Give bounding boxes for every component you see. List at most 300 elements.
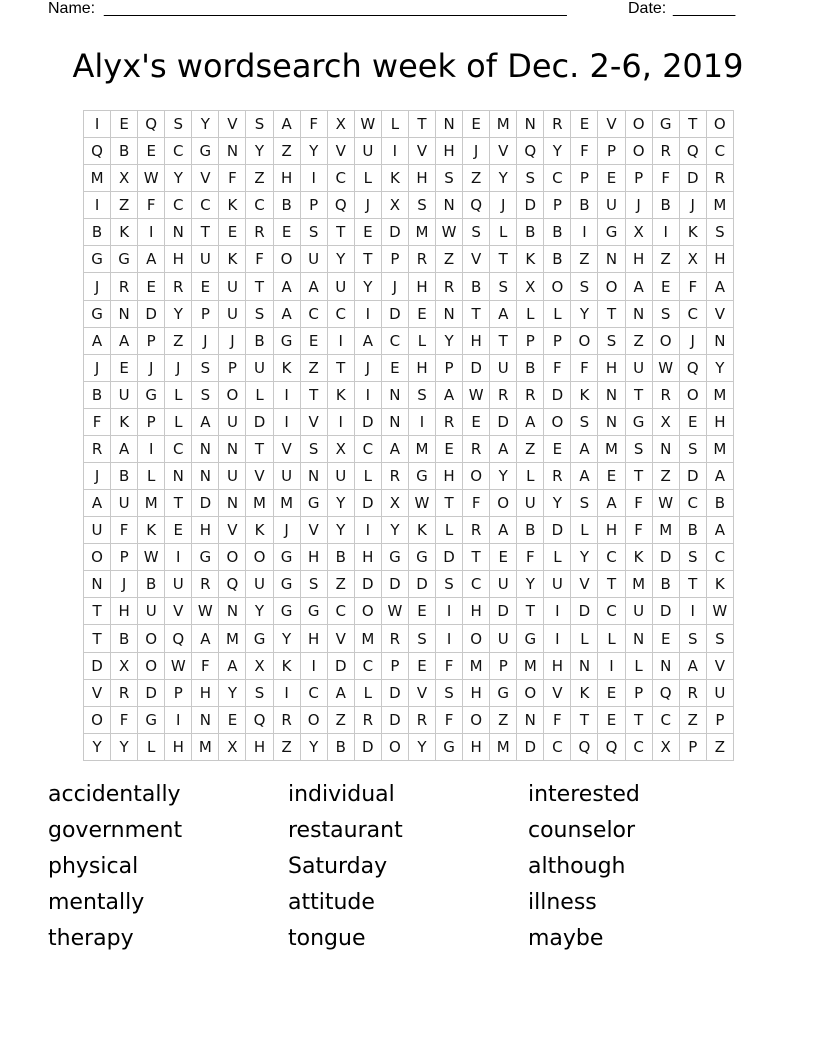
grid-cell[interactable]: P xyxy=(192,301,219,328)
grid-cell[interactable]: S xyxy=(490,273,517,300)
grid-cell[interactable]: Y xyxy=(246,138,273,165)
grid-cell[interactable]: S xyxy=(246,111,273,138)
grid-cell[interactable]: H xyxy=(301,544,328,571)
grid-cell[interactable]: A xyxy=(436,382,463,409)
grid-cell[interactable]: R xyxy=(436,273,463,300)
grid-cell[interactable]: A xyxy=(680,653,707,680)
grid-cell[interactable]: L xyxy=(571,625,598,652)
grid-cell[interactable]: Y xyxy=(355,273,382,300)
grid-cell[interactable]: U xyxy=(246,571,273,598)
grid-cell[interactable]: A xyxy=(598,490,625,517)
grid-cell[interactable]: O xyxy=(680,382,707,409)
grid-cell[interactable]: A xyxy=(328,680,355,707)
grid-cell[interactable]: X xyxy=(626,219,653,246)
grid-cell[interactable]: H xyxy=(165,734,192,761)
grid-cell[interactable]: E xyxy=(274,219,301,246)
grid-cell[interactable]: D xyxy=(409,571,436,598)
grid-cell[interactable]: S xyxy=(571,273,598,300)
grid-cell[interactable]: F xyxy=(138,192,165,219)
grid-cell[interactable]: F xyxy=(301,111,328,138)
grid-cell[interactable]: S xyxy=(301,436,328,463)
grid-cell[interactable]: V xyxy=(274,436,301,463)
grid-cell[interactable]: H xyxy=(409,165,436,192)
grid-cell[interactable]: U xyxy=(626,355,653,382)
grid-cell[interactable]: F xyxy=(436,653,463,680)
grid-cell[interactable]: T xyxy=(328,219,355,246)
grid-cell[interactable]: S xyxy=(571,409,598,436)
grid-cell[interactable]: L xyxy=(355,680,382,707)
grid-cell[interactable]: A xyxy=(84,328,111,355)
grid-cell[interactable]: E xyxy=(409,598,436,625)
grid-cell[interactable]: S xyxy=(409,192,436,219)
grid-cell[interactable]: U xyxy=(246,355,273,382)
grid-cell[interactable]: J xyxy=(626,192,653,219)
grid-cell[interactable]: W xyxy=(436,219,463,246)
grid-cell[interactable]: P xyxy=(219,355,246,382)
grid-cell[interactable]: L xyxy=(544,544,571,571)
grid-cell[interactable]: T xyxy=(626,463,653,490)
grid-cell[interactable]: Z xyxy=(626,328,653,355)
grid-cell[interactable]: W xyxy=(409,490,436,517)
grid-cell[interactable]: W xyxy=(707,598,734,625)
grid-cell[interactable]: F xyxy=(544,707,571,734)
grid-cell[interactable]: S xyxy=(246,301,273,328)
grid-cell[interactable]: O xyxy=(463,625,490,652)
grid-cell[interactable]: Y xyxy=(192,111,219,138)
grid-cell[interactable]: D xyxy=(517,192,544,219)
grid-cell[interactable]: K xyxy=(219,192,246,219)
grid-cell[interactable]: W xyxy=(653,490,680,517)
grid-cell[interactable]: R xyxy=(382,463,409,490)
grid-cell[interactable]: I xyxy=(436,625,463,652)
grid-cell[interactable]: I xyxy=(355,517,382,544)
grid-cell[interactable]: V xyxy=(301,409,328,436)
grid-cell[interactable]: T xyxy=(246,273,273,300)
grid-cell[interactable]: D xyxy=(246,409,273,436)
grid-cell[interactable]: M xyxy=(707,436,734,463)
grid-cell[interactable]: F xyxy=(192,653,219,680)
grid-cell[interactable]: B xyxy=(111,463,138,490)
grid-cell[interactable]: P xyxy=(490,653,517,680)
grid-cell[interactable]: Z xyxy=(707,734,734,761)
grid-cell[interactable]: F xyxy=(436,707,463,734)
grid-cell[interactable]: E xyxy=(544,436,571,463)
grid-cell[interactable]: K xyxy=(626,544,653,571)
grid-cell[interactable]: Z xyxy=(111,192,138,219)
grid-cell[interactable]: K xyxy=(111,219,138,246)
grid-cell[interactable]: V xyxy=(219,517,246,544)
grid-cell[interactable]: B xyxy=(111,138,138,165)
grid-cell[interactable]: X xyxy=(328,436,355,463)
grid-cell[interactable]: Y xyxy=(571,544,598,571)
grid-cell[interactable]: S xyxy=(571,490,598,517)
grid-cell[interactable]: S xyxy=(626,436,653,463)
grid-cell[interactable]: V xyxy=(707,653,734,680)
grid-cell[interactable]: Q xyxy=(680,138,707,165)
grid-cell[interactable]: I xyxy=(571,219,598,246)
grid-cell[interactable]: N xyxy=(436,111,463,138)
grid-cell[interactable]: W xyxy=(653,355,680,382)
grid-cell[interactable]: P xyxy=(436,355,463,382)
grid-cell[interactable]: D xyxy=(382,680,409,707)
grid-cell[interactable]: D xyxy=(571,598,598,625)
grid-cell[interactable]: D xyxy=(382,707,409,734)
date-blank-line[interactable]: _______ xyxy=(673,0,736,17)
grid-cell[interactable]: P xyxy=(382,653,409,680)
grid-cell[interactable]: J xyxy=(219,328,246,355)
grid-cell[interactable]: H xyxy=(246,734,273,761)
grid-cell[interactable]: K xyxy=(571,382,598,409)
grid-cell[interactable]: G xyxy=(84,246,111,273)
grid-cell[interactable]: X xyxy=(653,734,680,761)
grid-cell[interactable]: W xyxy=(382,598,409,625)
grid-cell[interactable]: S xyxy=(436,165,463,192)
grid-cell[interactable]: N xyxy=(192,707,219,734)
grid-cell[interactable]: N xyxy=(219,598,246,625)
grid-cell[interactable]: M xyxy=(490,734,517,761)
grid-cell[interactable]: U xyxy=(707,680,734,707)
grid-cell[interactable]: V xyxy=(165,598,192,625)
grid-cell[interactable]: H xyxy=(274,165,301,192)
grid-cell[interactable]: Y xyxy=(544,138,571,165)
grid-cell[interactable]: V xyxy=(219,111,246,138)
grid-cell[interactable]: V xyxy=(490,138,517,165)
grid-cell[interactable]: C xyxy=(165,138,192,165)
grid-cell[interactable]: U xyxy=(219,409,246,436)
grid-cell[interactable]: S xyxy=(463,219,490,246)
grid-cell[interactable]: P xyxy=(626,680,653,707)
grid-cell[interactable]: U xyxy=(490,571,517,598)
grid-cell[interactable]: G xyxy=(301,598,328,625)
grid-cell[interactable]: B xyxy=(517,517,544,544)
grid-cell[interactable]: A xyxy=(517,409,544,436)
grid-cell[interactable]: D xyxy=(544,517,571,544)
grid-cell[interactable]: H xyxy=(165,246,192,273)
grid-cell[interactable]: E xyxy=(490,544,517,571)
grid-cell[interactable]: S xyxy=(707,625,734,652)
grid-cell[interactable]: A xyxy=(707,463,734,490)
grid-cell[interactable]: E xyxy=(653,625,680,652)
grid-cell[interactable]: V xyxy=(301,517,328,544)
grid-cell[interactable]: I xyxy=(355,382,382,409)
grid-cell[interactable]: D xyxy=(355,734,382,761)
grid-cell[interactable]: Q xyxy=(653,680,680,707)
grid-cell[interactable]: G xyxy=(274,571,301,598)
grid-cell[interactable]: U xyxy=(138,598,165,625)
grid-cell[interactable]: Y xyxy=(328,517,355,544)
grid-cell[interactable]: H xyxy=(707,246,734,273)
grid-cell[interactable]: Y xyxy=(165,301,192,328)
grid-cell[interactable]: C xyxy=(328,301,355,328)
grid-cell[interactable]: J xyxy=(463,138,490,165)
grid-cell[interactable]: K xyxy=(680,219,707,246)
grid-cell[interactable]: Z xyxy=(490,707,517,734)
grid-cell[interactable]: Q xyxy=(571,734,598,761)
grid-cell[interactable]: Y xyxy=(544,490,571,517)
grid-cell[interactable]: J xyxy=(84,463,111,490)
grid-cell[interactable]: F xyxy=(517,544,544,571)
grid-cell[interactable]: R xyxy=(463,517,490,544)
grid-cell[interactable]: Z xyxy=(653,463,680,490)
grid-cell[interactable]: Y xyxy=(84,734,111,761)
grid-cell[interactable]: D xyxy=(138,301,165,328)
grid-cell[interactable]: L xyxy=(626,653,653,680)
grid-cell[interactable]: K xyxy=(571,680,598,707)
grid-cell[interactable]: U xyxy=(192,246,219,273)
grid-cell[interactable]: O xyxy=(246,544,273,571)
grid-cell[interactable]: A xyxy=(301,273,328,300)
grid-cell[interactable]: O xyxy=(626,138,653,165)
grid-cell[interactable]: F xyxy=(626,517,653,544)
grid-cell[interactable]: L xyxy=(355,165,382,192)
grid-cell[interactable]: D xyxy=(653,598,680,625)
grid-cell[interactable]: E xyxy=(653,273,680,300)
grid-cell[interactable]: P xyxy=(165,680,192,707)
grid-cell[interactable]: Z xyxy=(517,436,544,463)
grid-cell[interactable]: T xyxy=(571,707,598,734)
grid-cell[interactable]: D xyxy=(382,219,409,246)
grid-cell[interactable]: O xyxy=(571,328,598,355)
grid-cell[interactable]: Z xyxy=(301,355,328,382)
grid-cell[interactable]: Y xyxy=(246,598,273,625)
grid-cell[interactable]: M xyxy=(274,490,301,517)
grid-cell[interactable]: R xyxy=(653,138,680,165)
grid-cell[interactable]: Y xyxy=(517,571,544,598)
grid-cell[interactable]: T xyxy=(192,219,219,246)
grid-cell[interactable]: H xyxy=(355,544,382,571)
grid-cell[interactable]: N xyxy=(626,625,653,652)
grid-cell[interactable]: I xyxy=(138,219,165,246)
grid-cell[interactable]: O xyxy=(544,409,571,436)
grid-cell[interactable]: B xyxy=(274,192,301,219)
grid-cell[interactable]: I xyxy=(84,192,111,219)
grid-cell[interactable]: N xyxy=(192,463,219,490)
grid-cell[interactable]: S xyxy=(409,382,436,409)
grid-cell[interactable]: X xyxy=(111,653,138,680)
grid-cell[interactable]: A xyxy=(382,436,409,463)
grid-cell[interactable]: J xyxy=(355,192,382,219)
grid-cell[interactable]: B xyxy=(571,192,598,219)
grid-cell[interactable]: Y xyxy=(409,734,436,761)
grid-cell[interactable]: Q xyxy=(84,138,111,165)
grid-cell[interactable]: U xyxy=(544,571,571,598)
grid-cell[interactable]: V xyxy=(544,680,571,707)
grid-cell[interactable]: M xyxy=(192,734,219,761)
grid-cell[interactable]: G xyxy=(111,246,138,273)
grid-cell[interactable]: U xyxy=(328,273,355,300)
name-blank-line[interactable]: ____________________________________________________ xyxy=(104,0,567,17)
grid-cell[interactable]: E xyxy=(598,707,625,734)
grid-cell[interactable]: O xyxy=(544,273,571,300)
grid-cell[interactable]: V xyxy=(598,111,625,138)
grid-cell[interactable]: I xyxy=(301,653,328,680)
grid-cell[interactable]: K xyxy=(328,382,355,409)
grid-cell[interactable]: B xyxy=(328,734,355,761)
grid-cell[interactable]: H xyxy=(409,273,436,300)
grid-cell[interactable]: D xyxy=(382,571,409,598)
grid-cell[interactable]: R xyxy=(192,571,219,598)
grid-cell[interactable]: M xyxy=(409,436,436,463)
grid-cell[interactable]: T xyxy=(598,301,625,328)
grid-cell[interactable]: H xyxy=(192,517,219,544)
grid-cell[interactable]: I xyxy=(274,680,301,707)
grid-cell[interactable]: T xyxy=(301,382,328,409)
grid-cell[interactable]: L xyxy=(138,734,165,761)
grid-cell[interactable]: T xyxy=(490,328,517,355)
grid-cell[interactable]: N xyxy=(165,219,192,246)
grid-cell[interactable]: P xyxy=(138,409,165,436)
grid-cell[interactable]: S xyxy=(707,219,734,246)
grid-cell[interactable]: S xyxy=(436,571,463,598)
grid-cell[interactable]: Y xyxy=(111,734,138,761)
grid-cell[interactable]: N xyxy=(626,301,653,328)
grid-cell[interactable]: D xyxy=(490,409,517,436)
grid-cell[interactable]: T xyxy=(598,571,625,598)
grid-cell[interactable]: J xyxy=(84,273,111,300)
grid-cell[interactable]: N xyxy=(598,409,625,436)
grid-cell[interactable]: K xyxy=(274,355,301,382)
grid-cell[interactable]: Q xyxy=(246,707,273,734)
grid-cell[interactable]: G xyxy=(301,490,328,517)
grid-cell[interactable]: G xyxy=(274,598,301,625)
grid-cell[interactable]: P xyxy=(301,192,328,219)
grid-cell[interactable]: N xyxy=(219,436,246,463)
grid-cell[interactable]: E xyxy=(192,273,219,300)
grid-cell[interactable]: C xyxy=(301,680,328,707)
grid-cell[interactable]: M xyxy=(246,490,273,517)
grid-cell[interactable]: I xyxy=(680,598,707,625)
grid-cell[interactable]: G xyxy=(192,138,219,165)
grid-cell[interactable]: G xyxy=(246,625,273,652)
grid-cell[interactable]: D xyxy=(680,165,707,192)
grid-cell[interactable]: U xyxy=(219,273,246,300)
grid-cell[interactable]: O xyxy=(463,463,490,490)
grid-cell[interactable]: F xyxy=(626,490,653,517)
grid-cell[interactable]: W xyxy=(192,598,219,625)
grid-cell[interactable]: H xyxy=(436,138,463,165)
grid-cell[interactable]: S xyxy=(192,382,219,409)
grid-cell[interactable]: S xyxy=(409,625,436,652)
grid-cell[interactable]: C xyxy=(626,734,653,761)
grid-cell[interactable]: E xyxy=(463,409,490,436)
grid-cell[interactable]: U xyxy=(219,463,246,490)
grid-cell[interactable]: G xyxy=(274,328,301,355)
grid-cell[interactable]: B xyxy=(463,273,490,300)
grid-cell[interactable]: J xyxy=(192,328,219,355)
grid-cell[interactable]: B xyxy=(680,517,707,544)
grid-cell[interactable]: V xyxy=(328,138,355,165)
grid-cell[interactable]: N xyxy=(598,246,625,273)
grid-cell[interactable]: M xyxy=(653,517,680,544)
grid-cell[interactable]: X xyxy=(219,734,246,761)
grid-cell[interactable]: M xyxy=(598,436,625,463)
grid-cell[interactable]: S xyxy=(680,436,707,463)
grid-cell[interactable]: T xyxy=(517,598,544,625)
grid-cell[interactable]: O xyxy=(653,328,680,355)
grid-cell[interactable]: A xyxy=(571,463,598,490)
grid-cell[interactable]: A xyxy=(192,409,219,436)
grid-cell[interactable]: N xyxy=(301,463,328,490)
grid-cell[interactable]: C xyxy=(680,490,707,517)
grid-cell[interactable]: B xyxy=(246,328,273,355)
grid-cell[interactable]: T xyxy=(84,625,111,652)
grid-cell[interactable]: A xyxy=(138,246,165,273)
grid-cell[interactable]: V xyxy=(707,301,734,328)
grid-cell[interactable]: C xyxy=(382,328,409,355)
grid-cell[interactable]: E xyxy=(219,219,246,246)
grid-cell[interactable]: K xyxy=(409,517,436,544)
grid-cell[interactable]: T xyxy=(246,436,273,463)
grid-cell[interactable]: K xyxy=(274,653,301,680)
grid-cell[interactable]: P xyxy=(382,246,409,273)
grid-cell[interactable]: S xyxy=(301,219,328,246)
grid-cell[interactable]: R xyxy=(274,707,301,734)
grid-cell[interactable]: T xyxy=(626,382,653,409)
grid-cell[interactable]: R xyxy=(463,436,490,463)
grid-cell[interactable]: A xyxy=(111,328,138,355)
grid-cell[interactable]: I xyxy=(328,409,355,436)
grid-cell[interactable]: Y xyxy=(301,138,328,165)
grid-cell[interactable]: R xyxy=(382,625,409,652)
grid-cell[interactable]: H xyxy=(598,517,625,544)
grid-cell[interactable]: H xyxy=(463,680,490,707)
grid-cell[interactable]: L xyxy=(138,463,165,490)
grid-cell[interactable]: O xyxy=(598,273,625,300)
grid-cell[interactable]: V xyxy=(463,246,490,273)
grid-cell[interactable]: B xyxy=(138,571,165,598)
grid-cell[interactable]: E xyxy=(219,707,246,734)
grid-cell[interactable]: G xyxy=(84,301,111,328)
grid-cell[interactable]: Q xyxy=(680,355,707,382)
grid-cell[interactable]: R xyxy=(84,436,111,463)
grid-cell[interactable]: X xyxy=(111,165,138,192)
grid-cell[interactable]: N xyxy=(382,409,409,436)
grid-cell[interactable]: S xyxy=(192,355,219,382)
grid-cell[interactable]: N xyxy=(653,436,680,463)
grid-cell[interactable]: P xyxy=(626,165,653,192)
grid-cell[interactable]: G xyxy=(409,463,436,490)
grid-cell[interactable]: H xyxy=(598,355,625,382)
grid-cell[interactable]: J xyxy=(111,571,138,598)
grid-cell[interactable]: F xyxy=(571,355,598,382)
grid-cell[interactable]: A xyxy=(274,273,301,300)
grid-cell[interactable]: O xyxy=(707,111,734,138)
grid-cell[interactable]: F xyxy=(544,355,571,382)
grid-cell[interactable]: R xyxy=(544,111,571,138)
grid-cell[interactable]: T xyxy=(84,598,111,625)
grid-cell[interactable]: R xyxy=(490,382,517,409)
grid-cell[interactable]: A xyxy=(707,273,734,300)
grid-cell[interactable]: B xyxy=(111,625,138,652)
grid-cell[interactable]: R xyxy=(653,382,680,409)
grid-cell[interactable]: H xyxy=(707,409,734,436)
grid-cell[interactable]: A xyxy=(490,517,517,544)
grid-cell[interactable]: V xyxy=(409,138,436,165)
grid-cell[interactable]: Y xyxy=(328,490,355,517)
grid-cell[interactable]: U xyxy=(328,463,355,490)
grid-cell[interactable]: X xyxy=(328,111,355,138)
grid-cell[interactable]: I xyxy=(382,138,409,165)
grid-cell[interactable]: Y xyxy=(301,734,328,761)
grid-cell[interactable]: I xyxy=(328,328,355,355)
grid-cell[interactable]: H xyxy=(301,625,328,652)
grid-cell[interactable]: Z xyxy=(436,246,463,273)
grid-cell[interactable]: M xyxy=(707,382,734,409)
grid-cell[interactable]: T xyxy=(328,355,355,382)
grid-cell[interactable]: A xyxy=(707,517,734,544)
grid-cell[interactable]: A xyxy=(490,301,517,328)
grid-cell[interactable]: D xyxy=(436,544,463,571)
